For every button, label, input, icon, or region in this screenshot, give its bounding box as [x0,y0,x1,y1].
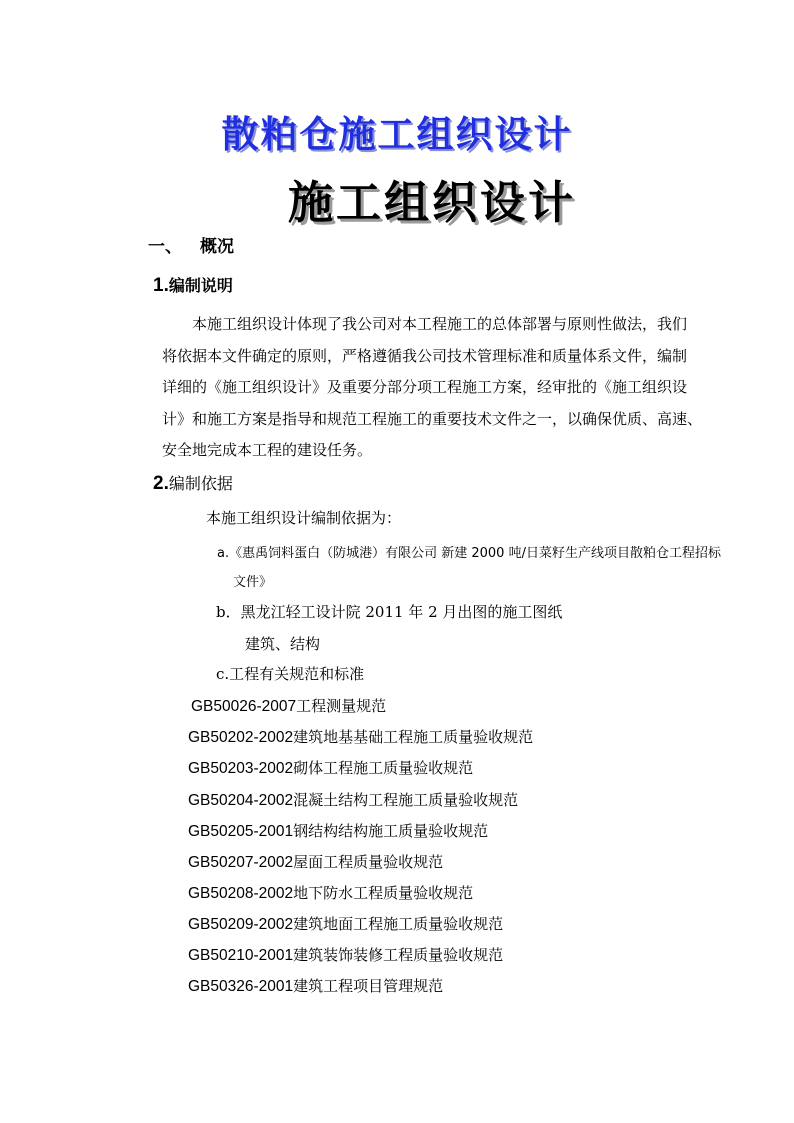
standard-item [188,944,503,965]
compilation-notes-paragraph [162,309,734,467]
basis-item-a-continued: 文件》 [233,575,273,590]
subsection-number: 1. [153,275,169,296]
standard-code: GB50204-2002 [188,792,294,809]
paragraph-line: 安全地完成本工程的建设任务。 [162,441,373,459]
subsection-title: 编制依据 [168,474,233,493]
standard-name: 混凝土结构工程施工质量验收规范 [293,791,519,809]
standard-item [191,695,386,716]
subsection-heading-compilation-notes [153,273,233,297]
basis-item-b: b．黑龙江轻工设计院 2011 年 2 月出图的施工图纸 [216,603,563,621]
standard-code: GB50203-2002 [188,760,294,777]
paragraph-line: 本施工组织设计体现了我公司对本工程施工的总体部署与原则性做法，我们 [192,315,688,333]
standard-name: 建筑地面工程施工质量验收规范 [293,915,504,933]
standard-item [188,851,443,872]
standard-name: 工程测量规范 [296,697,387,715]
standard-code: GB50207-2002 [188,854,294,871]
paragraph-line: 详细的《施工组织设计》及重要分部分项工程施工方案，经审批的《施工组织设 [162,378,688,396]
section-heading-overview [148,232,234,257]
standard-code: GB50326-2001 [188,978,294,995]
standard-code: GB50202-2002 [188,729,294,746]
standard-name: 屋面工程质量验收规范 [293,853,444,871]
standard-item [188,757,473,778]
standard-name: 建筑工程项目管理规范 [293,977,444,995]
standard-item [188,882,473,903]
standard-item [188,975,443,996]
standard-item [188,820,488,841]
subsection-title: 编制说明 [168,276,233,295]
section-title: 概况 [200,237,234,257]
basis-item-b-continued: 建筑、结构 [245,635,321,653]
standard-code: GB50210-2001 [188,947,294,964]
paragraph-line: 将依据本文件确定的原则，严格遵循我公司技术管理标准和质量体系文件，编制 [162,346,688,365]
standard-name: 建筑装饰装修工程质量验收规范 [293,946,504,964]
standard-name: 钢结构结构施工质量验收规范 [293,822,489,840]
basis-item-c: c.工程有关规范和标准 [216,665,365,683]
document-main-title: 散粕仓施工组织设计 [221,113,573,156]
standard-code: GB50209-2002 [188,916,294,933]
standard-name: 砌体工程施工质量验收规范 [293,759,474,777]
standard-code: GB50026-2007 [191,698,297,715]
standard-item [188,726,533,747]
basis-intro: 本施工组织设计编制依据为： [206,509,402,527]
basis-item-a: a.《惠禹饲料蛋白（防城港）有限公司 新建 2000 吨/日菜籽生产线项目散粕仓工程招标 [217,546,721,561]
paragraph-line: 计》和施工方案是指导和规范工程施工的重要技术文件之一，以确保优质、高速、 [162,409,703,428]
standard-code: GB50208-2002 [188,885,294,902]
section-number: 一、 [148,237,182,257]
document-sub-title: 施工组织设计 [287,176,576,229]
standard-item [188,913,503,934]
subsection-heading-compilation-basis [153,471,233,495]
standard-item [188,789,518,810]
standard-name: 地下防水工程质量验收规范 [293,884,474,902]
standard-name: 建筑地基基础工程施工质量验收规范 [293,728,534,746]
subsection-number: 2. [153,473,169,494]
standard-code: GB50205-2001 [188,823,294,840]
